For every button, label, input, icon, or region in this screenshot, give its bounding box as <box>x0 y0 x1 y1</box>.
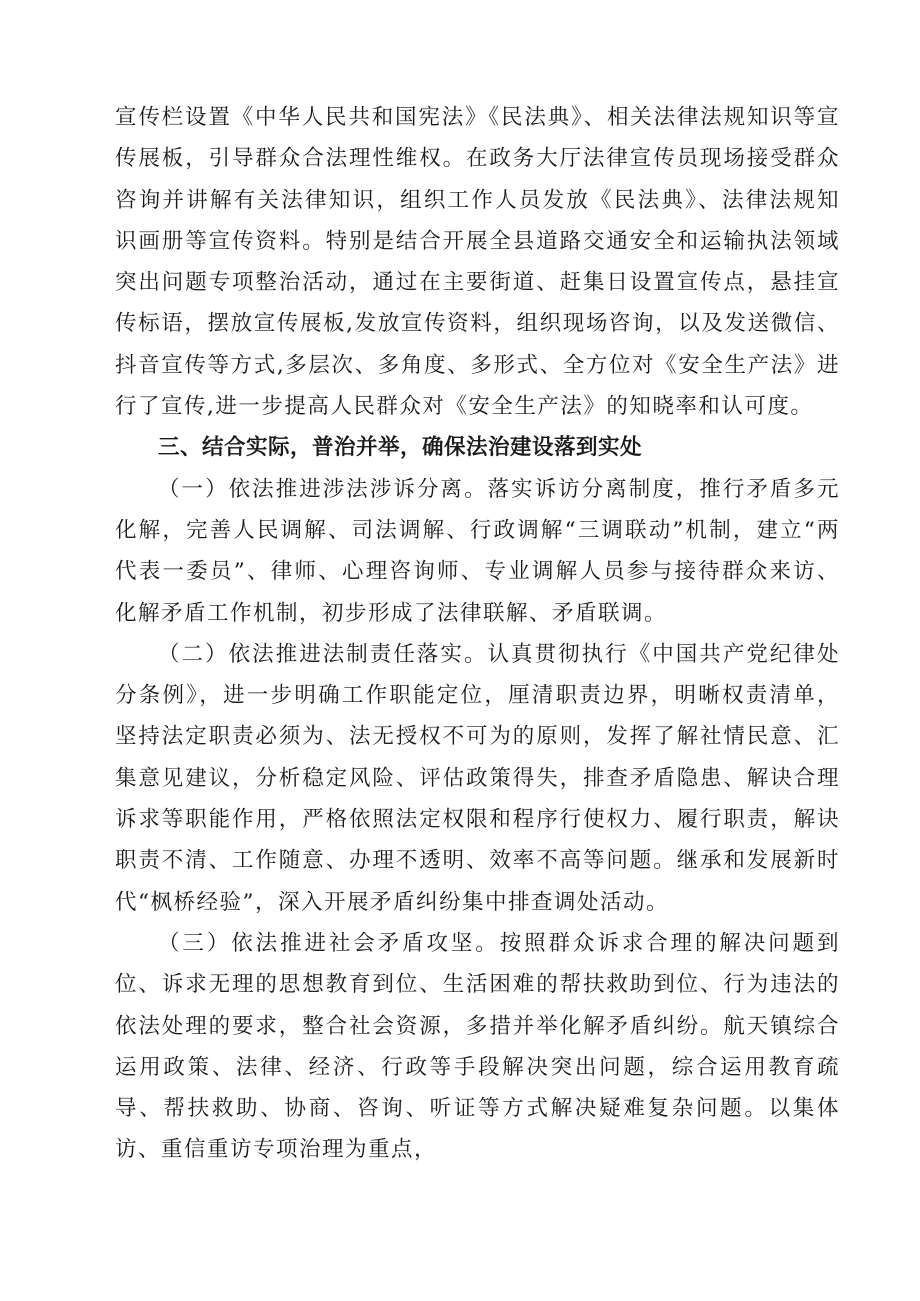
document-body <box>115 97 840 1171</box>
paragraph-item-2: （二）依法推进法制责任落实。认真贯彻执行《中国共产党纪律处分条例》，进一步明确工作职能定位，厘清职责边界，明晰权责清单，坚持法定职责必须为、法无授权不可为的原则，发挥了解社情民意、汇集意见建议，分析稳定风险、评估政策得失，排查矛盾隐患、解诀合理诉求等职能作用，严格依照法定权限和程序行使权力、履行职责，解诀职责不清、工作随意、办理不透明、效率不高等问题。继承和发展新时代“枫桥经验”，深入开展矛盾纠纷集中排查调处活动。 <box>115 641 840 915</box>
paragraph-item-1: （一）依法推进涉法涉诉分离。落实诉访分离制度，推行矛盾多元化解，完善人民调解、司法调解、行政调解“三调联动”机制，建立“两代表一委员”、律师、心理咨询师、专业调解人员参与接待群众来访、化解矛盾工作机制，初步形成了法律联解、矛盾联调。 <box>115 476 840 626</box>
paragraph-item-3: （三）依法推进社会矛盾攻坚。按照群众诉求合理的解决问题到位、诉求无理的思想教育到位、生活困难的帮扶救助到位、行为违法的依法处理的要求，整合社会资源，多措并举化解矛盾纠纷。航天镇综合运用政策、法律、经济、行政等手段解决突出问题，综合运用教育疏导、帮扶救助、协商、咨询、听证等方式解决疑难复杂问题。以集体访、重信重访专项治理为重点， <box>115 930 840 1163</box>
paragraph-continuation: 宣传栏设置《中华人民共和国宪法》《民法典》、相关法律法规知识等宣传展板，引导群众合法理性维权。在政务大厅法律宣传员现场接受群众咨询并讲解有关法律知识，组织工作人员发放《民法典》、法律法规知识画册等宣传资料。特别是结合开展全县道路交通安全和运输执法领域突出问题专项整治活动，通过在主要街道、赶集日设置宣传点，悬挂宣传标语，摆放宣传展板,发放宣传资料，组织现场咨询，以及发送微信、抖音宣传等方式,多层次、多角度、多形式、全方位对《安全生产法》进行了宣传,进一步提高人民群众对《安全生产法》的知晓率和认可度。 <box>115 105 840 420</box>
section-heading-3: 三、结合实际，普治并举，确保法治建设落到实处 <box>158 435 643 461</box>
